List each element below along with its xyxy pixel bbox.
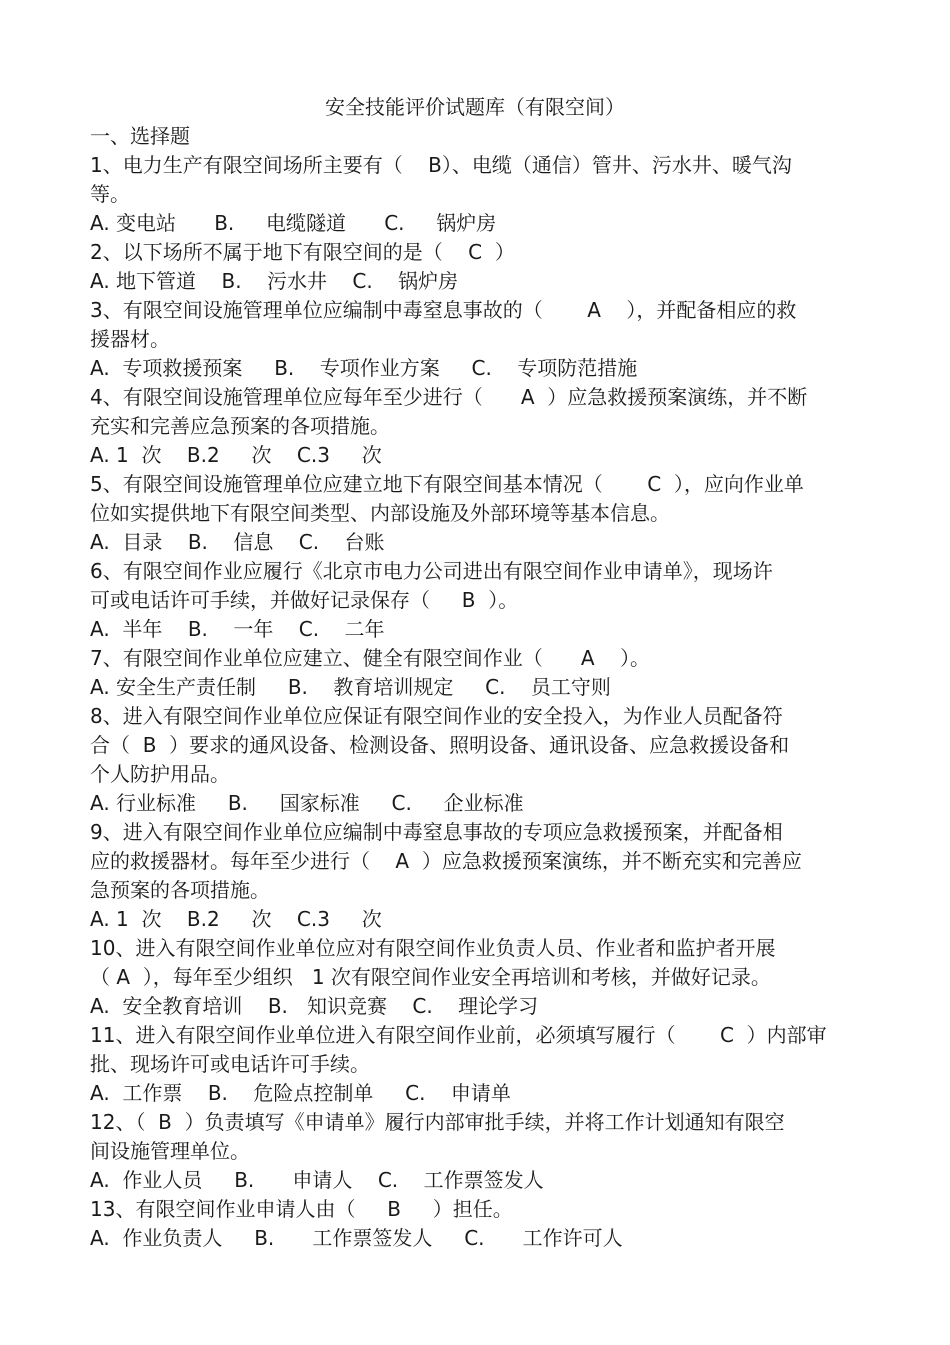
text-line: A. 作业负责人 B. 工作票签发人 C. 工作许可人	[90, 1226, 623, 1250]
text-line: 可或电话许可手续，并做好记录保存（ B ）。	[90, 588, 519, 612]
text-line: 个人防护用品。	[90, 762, 230, 786]
text-line: 充实和完善应急预案的各项措施。	[90, 414, 390, 438]
document-body	[90, 122, 870, 1253]
text-line: 3、有限空间设施管理单位应编制中毒窒息事故的（ A ），并配备相应的救	[90, 298, 797, 322]
text-line: 批、现场许可或电话许可手续。	[90, 1052, 370, 1076]
document-title: 安全技能评价试题库（有限空间）	[325, 95, 625, 119]
text-line: A. 半年 B. 一年 C. 二年	[90, 617, 385, 641]
section-heading: 一、选择题	[90, 124, 190, 148]
text-line: 11、进入有限空间作业单位进入有限空间作业前，必须填写履行（ C ）内部审	[90, 1023, 827, 1047]
text-line: A. 变电站 B. 电缆隧道 C. 锅炉房	[90, 211, 497, 235]
text-line: A. 专项救援预案 B. 专项作业方案 C. 专项防范措施	[90, 356, 638, 380]
text-line: 5、有限空间设施管理单位应建立地下有限空间基本情况（ C ），应向作业单	[90, 472, 804, 496]
text-line: 2、以下场所不属于地下有限空间的是（ C ）	[90, 240, 515, 264]
text-line: A. 1 次 B.2 次 C.3 次	[90, 443, 382, 467]
text-line: A. 工作票 B. 危险点控制单 C. 申请单	[90, 1081, 511, 1105]
text-line: A. 目录 B. 信息 C. 台账	[90, 530, 385, 554]
text-line: A. 安全教育培训 B. 知识竞赛 C. 理论学习	[90, 994, 539, 1018]
text-line: 9、进入有限空间作业单位应编制中毒窒息事故的专项应急救援预案，并配备相	[90, 820, 783, 844]
text-line: 等。	[90, 182, 130, 206]
text-line: A. 安全生产责任制 B. 教育培训规定 C. 员工守则	[90, 675, 611, 699]
text-line: （ A ），每年至少组织 1 次有限空间作业安全再培训和考核，并做好记录。	[90, 965, 771, 989]
text-line: 位如实提供地下有限空间类型、内部设施及外部环境等基本信息。	[90, 501, 670, 525]
text-line: A. 作业人员 B. 申请人 C. 工作票签发人	[90, 1168, 544, 1192]
text-line: 8、进入有限空间作业单位应保证有限空间作业的安全投入，为作业人员配备符	[90, 704, 783, 728]
text-line: 10、进入有限空间作业单位应对有限空间作业负责人员、作业者和监护者开展	[90, 936, 776, 960]
text-line: 6、有限空间作业应履行《北京市电力公司进出有限空间作业申请单》，现场许	[90, 559, 773, 583]
text-line: A. 行业标准 B. 国家标准 C. 企业标准	[90, 791, 524, 815]
text-line: 13、有限空间作业申请人由（ B ）担任。	[90, 1197, 513, 1221]
text-line: 合（ B ）要求的通风设备、检测设备、照明设备、通讯设备、应急救援设备和	[90, 733, 790, 757]
text-line: A. 1 次 B.2 次 C.3 次	[90, 907, 382, 931]
text-line: 1、电力生产有限空间场所主要有（ B）、电缆（通信）管井、污水井、暖气沟	[90, 153, 792, 177]
text-line: 12、（ B ）负责填写《申请单》履行内部审批手续，并将工作计划通知有限空	[90, 1110, 785, 1134]
text-line: 应的救援器材。每年至少进行（ A ）应急救援预案演练，并不断充实和完善应	[90, 849, 802, 873]
text-line: 间设施管理单位。	[90, 1139, 250, 1163]
text-line: 4、有限空间设施管理单位应每年至少进行（ A ）应急救援预案演练，并不断	[90, 385, 808, 409]
text-line: 7、有限空间作业单位应建立、健全有限空间作业（ A ）。	[90, 646, 650, 670]
text-line: A. 地下管道 B. 污水井 C. 锅炉房	[90, 269, 459, 293]
text-line: 急预案的各项措施。	[90, 878, 270, 902]
text-line: 援器材。	[90, 327, 170, 351]
